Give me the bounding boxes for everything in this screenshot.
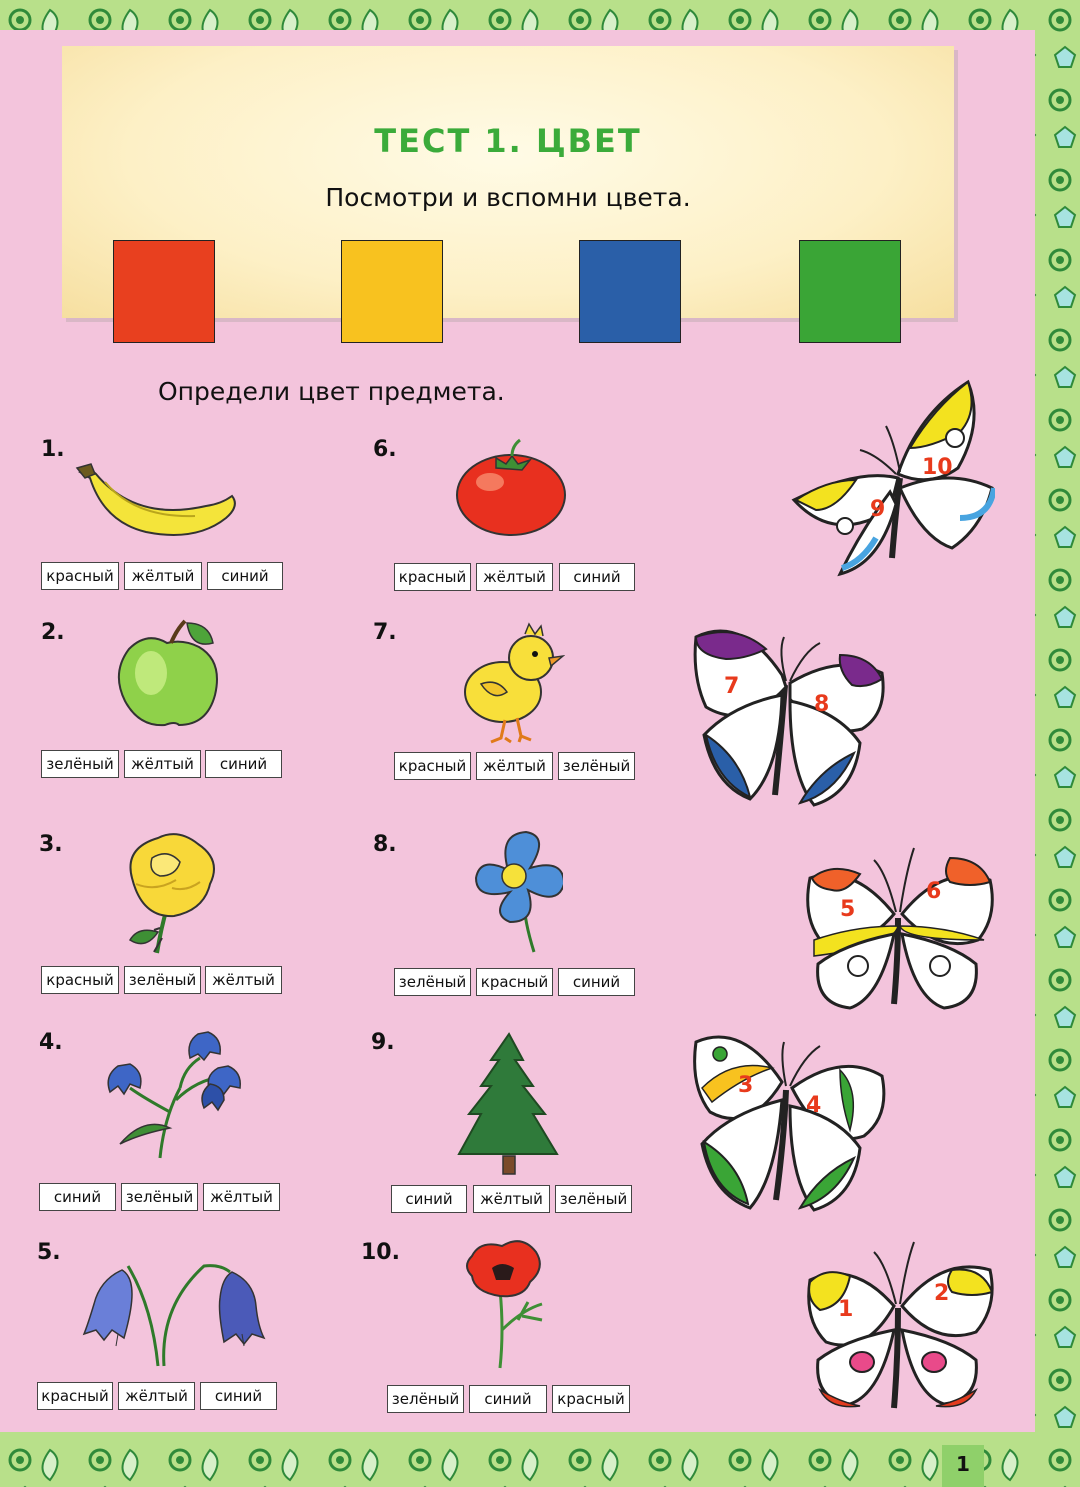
butterfly-3-4 (690, 1030, 890, 1215)
bluebells-picture (100, 1028, 245, 1163)
page-number: 1 (956, 1452, 970, 1476)
answer-option[interactable]: синий (39, 1183, 116, 1211)
swatch-green (799, 240, 901, 343)
swatch-red (113, 240, 215, 343)
forget-me-not-picture (458, 830, 563, 955)
butterfly-label: 3 (738, 1073, 754, 1098)
item-number: 9. (371, 1030, 395, 1055)
answer-option[interactable]: жёлтый (203, 1183, 280, 1211)
answer-option[interactable]: зелёный (121, 1183, 198, 1211)
butterfly-label: 10 (922, 455, 953, 480)
answer-option[interactable]: красный (394, 752, 471, 780)
answer-option[interactable]: жёлтый (476, 563, 553, 591)
answer-option[interactable]: красный (37, 1382, 113, 1410)
swatch-yellow (341, 240, 443, 343)
item-number: 2. (41, 620, 65, 645)
answer-option[interactable]: зелёный (555, 1185, 632, 1213)
butterfly-label: 1 (838, 1297, 854, 1322)
answer-option[interactable]: красный (41, 562, 119, 590)
swatch-blue (579, 240, 681, 343)
butterfly-label: 4 (806, 1093, 822, 1118)
answer-option[interactable]: жёлтый (124, 562, 202, 590)
item-number: 3. (39, 832, 63, 857)
test-title: ТЕСТ 1. ЦВЕТ (374, 122, 642, 160)
harebells-picture (82, 1258, 267, 1368)
butterfly-label: 5 (840, 897, 856, 922)
rose-picture (112, 828, 227, 958)
answer-option[interactable]: зелёный (124, 966, 201, 994)
poppy-picture (462, 1240, 572, 1370)
butterfly-label: 9 (870, 497, 886, 522)
item-number: 10. (361, 1240, 400, 1265)
color-memory-panel (62, 46, 954, 318)
answer-option[interactable]: зелёный (394, 968, 471, 996)
butterfly-5-6 (800, 838, 995, 1013)
item-number: 1. (41, 437, 65, 462)
butterfly-1-2 (800, 1240, 995, 1415)
butterfly-label: 6 (926, 879, 942, 904)
answer-option[interactable]: синий (469, 1385, 547, 1413)
answer-option[interactable]: красный (552, 1385, 630, 1413)
task-instruction: Определи цвет предмета. (158, 377, 505, 406)
answer-option[interactable]: синий (391, 1185, 467, 1213)
butterfly-9-10 (790, 378, 995, 578)
answer-option[interactable]: жёлтый (476, 752, 553, 780)
tomato-picture (452, 438, 570, 538)
banana-picture (75, 460, 240, 540)
answer-option[interactable]: жёлтый (473, 1185, 550, 1213)
apple-picture (115, 615, 220, 730)
butterfly-label: 2 (934, 1281, 950, 1306)
answer-option[interactable]: зелёный (387, 1385, 464, 1413)
item-number: 6. (373, 437, 397, 462)
answer-option[interactable]: красный (394, 563, 471, 591)
answer-option[interactable]: жёлтый (124, 750, 201, 778)
answer-option[interactable]: синий (205, 750, 282, 778)
answer-option[interactable]: жёлтый (118, 1382, 195, 1410)
answer-option[interactable]: красный (476, 968, 553, 996)
answer-option[interactable]: красный (41, 966, 119, 994)
answer-option[interactable]: синий (558, 968, 635, 996)
butterfly-label: 7 (724, 674, 740, 699)
answer-option[interactable]: синий (207, 562, 283, 590)
butterfly-label: 8 (814, 692, 830, 717)
answer-option[interactable]: зелёный (41, 750, 119, 778)
answer-option[interactable]: синий (559, 563, 635, 591)
item-number: 8. (373, 832, 397, 857)
item-number: 5. (37, 1240, 61, 1265)
answer-option[interactable]: синий (200, 1382, 277, 1410)
answer-option[interactable]: зелёный (558, 752, 635, 780)
item-number: 7. (373, 620, 397, 645)
panel-instruction: Посмотри и вспомни цвета. (325, 183, 691, 212)
fir-tree-picture (455, 1030, 565, 1180)
answer-option[interactable]: жёлтый (205, 966, 282, 994)
butterfly-7-8 (690, 625, 890, 810)
chick-picture (455, 620, 565, 745)
item-number: 4. (39, 1030, 63, 1055)
